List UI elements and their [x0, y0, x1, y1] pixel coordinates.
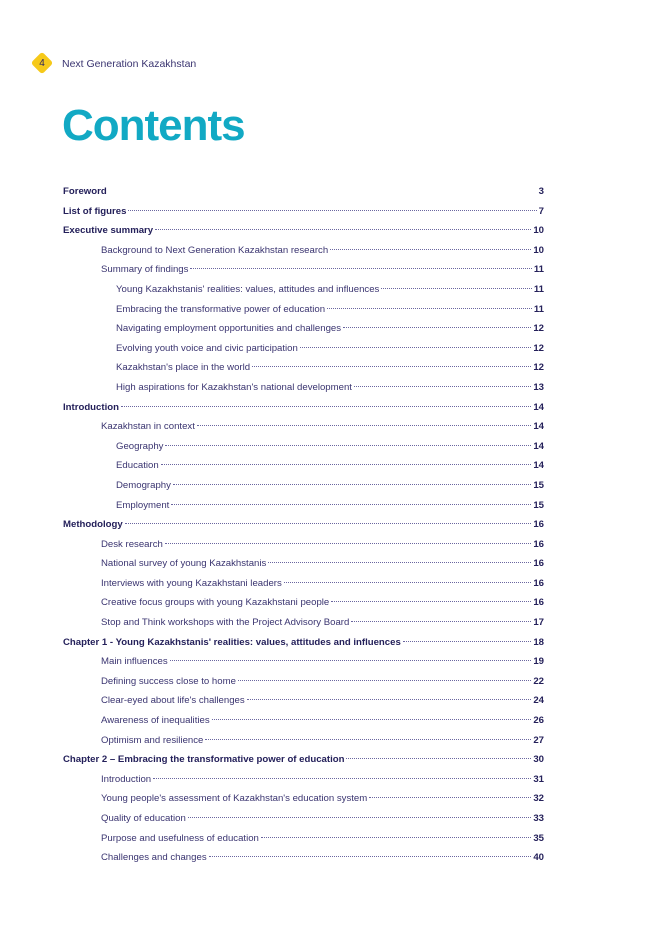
page-number: 4 — [39, 58, 45, 69]
toc-entry-page: 16 — [533, 538, 544, 550]
dot-leader — [354, 386, 531, 387]
toc-entry-page: 19 — [533, 656, 544, 668]
toc-entry[interactable] — [63, 476, 544, 496]
toc-entry[interactable] — [63, 456, 544, 476]
toc-entry-label: Kazakhstan in context — [101, 421, 195, 433]
toc-entry-label: Background to Next Generation Kazakhstan research — [101, 244, 329, 256]
toc-entry[interactable] — [63, 417, 544, 437]
toc-entry-label: Evolving youth voice and civic participation — [116, 342, 298, 354]
toc-entry[interactable] — [63, 672, 544, 692]
toc-entry-label: Young Kazakhstanis' realities: values, attitudes and influences — [116, 283, 380, 295]
toc-entry-label: Young people's assessment of Kazakhstan's education system — [101, 793, 368, 805]
dot-leader — [170, 660, 532, 661]
toc-entry-page: 16 — [533, 558, 544, 570]
toc-entry[interactable] — [63, 809, 544, 829]
dot-leader — [238, 680, 531, 681]
toc-entry[interactable] — [63, 280, 544, 300]
toc-entry-label: Defining success close to home — [101, 675, 236, 687]
dot-leader — [125, 523, 532, 524]
dot-leader — [155, 229, 531, 230]
dot-leader — [165, 543, 531, 544]
dot-leader — [343, 327, 531, 328]
toc-entry-page: 40 — [533, 852, 544, 864]
toc-entry-page: 24 — [533, 695, 544, 707]
toc-entry[interactable] — [63, 182, 544, 202]
toc-entry-page: 3 — [538, 186, 544, 197]
toc-entry-label: Main influences — [101, 656, 168, 668]
dot-leader — [121, 406, 531, 407]
dot-leader — [300, 347, 531, 348]
toc-entry-page: 11 — [533, 283, 544, 295]
toc-entry-label: Navigating employment opportunities and challenges — [116, 323, 342, 335]
dot-leader — [268, 562, 531, 563]
toc-entry[interactable] — [63, 496, 544, 516]
toc-entry-label: Quality of education — [101, 813, 186, 824]
toc-entry-page: 10 — [533, 225, 544, 237]
toc-entry-label: Desk research — [101, 538, 163, 550]
toc-entry-label: Chapter 2 – Embracing the transformative power of education — [63, 754, 345, 766]
toc-entry[interactable] — [63, 241, 544, 261]
toc-entry-page: 11 — [533, 303, 544, 315]
dot-leader — [261, 837, 531, 838]
toc-entry-page: 14 — [533, 421, 544, 433]
toc-entry[interactable] — [63, 535, 544, 555]
dot-leader — [190, 268, 531, 269]
dot-leader — [128, 210, 536, 211]
toc-entry[interactable] — [63, 300, 544, 320]
toc-entry-label: Foreword — [63, 186, 107, 197]
toc-entry-label: Summary of findings — [101, 264, 189, 276]
dot-leader — [331, 601, 531, 602]
table-of-contents — [63, 182, 544, 868]
dot-leader — [330, 249, 531, 250]
toc-entry-page: 30 — [533, 754, 544, 766]
dot-leader — [209, 856, 532, 857]
toc-entry-label: Kazakhstan's place in the world — [116, 362, 251, 374]
toc-entry-label: High aspirations for Kazakhstan's national development — [116, 381, 352, 393]
dot-leader — [247, 699, 532, 700]
dot-leader — [327, 308, 532, 309]
toc-entry-label: Awareness of inequalities — [101, 715, 210, 727]
toc-entry-page: 35 — [533, 832, 544, 844]
toc-entry-label: Geography — [116, 440, 164, 452]
toc-entry[interactable] — [63, 398, 544, 418]
toc-entry[interactable] — [63, 848, 544, 868]
toc-entry-page: 13 — [533, 381, 544, 393]
toc-entry[interactable] — [63, 378, 544, 398]
toc-entry[interactable] — [63, 319, 544, 339]
toc-entry-page: 16 — [533, 577, 544, 589]
toc-entry[interactable] — [63, 652, 544, 672]
toc-entry-page: 16 — [533, 519, 544, 531]
toc-entry[interactable] — [63, 731, 544, 751]
dot-leader — [205, 739, 531, 740]
toc-entry-label: Employment — [116, 499, 170, 511]
toc-entry[interactable] — [63, 711, 544, 731]
toc-entry[interactable] — [63, 437, 544, 457]
toc-entry-label: Introduction — [101, 773, 152, 785]
toc-entry[interactable] — [63, 358, 544, 378]
toc-entry-page: 12 — [533, 362, 544, 374]
dot-leader — [403, 641, 532, 642]
toc-entry-page: 27 — [533, 734, 544, 746]
dot-leader — [165, 445, 531, 446]
toc-entry-label: Stop and Think workshops with the Project Advisory Board — [101, 617, 350, 629]
toc-entry[interactable] — [63, 750, 544, 770]
dot-leader — [161, 464, 532, 465]
toc-entry[interactable] — [63, 339, 544, 359]
toc-entry-page: 22 — [533, 675, 544, 687]
toc-entry[interactable] — [63, 554, 544, 574]
page-header — [33, 53, 196, 75]
toc-entry-label: Clear-eyed about life's challenges — [101, 695, 245, 707]
toc-entry[interactable] — [63, 691, 544, 711]
toc-entry-page: 14 — [533, 440, 544, 452]
toc-entry[interactable] — [63, 260, 544, 280]
toc-entry-label: Introduction — [63, 401, 119, 413]
dot-leader — [188, 817, 532, 818]
toc-entry[interactable] — [63, 574, 544, 594]
dot-leader — [173, 484, 531, 485]
toc-entry[interactable] — [63, 515, 544, 535]
toc-entry-page: 17 — [533, 617, 544, 629]
toc-entry-page: 15 — [533, 479, 544, 491]
toc-entry[interactable] — [63, 829, 544, 849]
toc-entry-page: 33 — [533, 813, 544, 824]
toc-entry-label: Demography — [116, 479, 171, 491]
toc-entry-label: Chapter 1 - Young Kazakhstanis' realities: values, attitudes and influences — [63, 636, 401, 648]
toc-entry-label: National survey of young Kazakhstanis — [101, 558, 267, 570]
toc-entry-page: 14 — [533, 401, 544, 413]
toc-entry-page: 31 — [533, 773, 544, 785]
toc-entry-page: 14 — [533, 460, 544, 472]
toc-entry-label: Executive summary — [63, 225, 154, 237]
toc-entry-page: 10 — [533, 244, 544, 256]
toc-entry[interactable] — [63, 789, 544, 809]
toc-entry-page: 16 — [533, 597, 544, 609]
toc-entry-label: Embracing the transformative power of education — [116, 303, 326, 315]
toc-entry-page: 12 — [533, 323, 544, 335]
dot-leader — [153, 778, 531, 779]
toc-entry-page: 26 — [533, 715, 544, 727]
toc-entry-page: 18 — [533, 636, 544, 648]
page-title: Contents — [62, 101, 245, 150]
toc-entry-label: Challenges and changes — [101, 852, 207, 864]
toc-entry[interactable] — [63, 770, 544, 790]
toc-entry-page: 11 — [533, 264, 544, 276]
toc-entry-label: Methodology — [63, 519, 123, 531]
dot-leader — [284, 582, 532, 583]
dot-leader — [381, 288, 532, 289]
toc-entry[interactable] — [63, 613, 544, 633]
toc-entry-label: Creative focus groups with young Kazakhstani people — [101, 597, 330, 609]
dot-leader — [252, 366, 531, 367]
dot-leader — [346, 758, 531, 759]
toc-entry-label: Education — [116, 460, 159, 472]
page-number-badge — [33, 54, 53, 74]
toc-entry-page: 7 — [538, 205, 544, 217]
toc-entry[interactable] — [63, 202, 544, 222]
dot-leader — [171, 504, 531, 505]
toc-entry-label: List of figures — [63, 205, 127, 217]
toc-entry-page: 12 — [533, 342, 544, 354]
toc-entry[interactable] — [63, 633, 544, 653]
toc-entry-label: Interviews with young Kazakhstani leaders — [101, 577, 282, 589]
dot-leader — [212, 719, 532, 720]
toc-entry[interactable] — [63, 221, 544, 241]
document-title: Next Generation Kazakhstan — [62, 58, 197, 70]
dot-leader — [351, 621, 531, 622]
toc-entry-label: Optimism and resilience — [101, 734, 204, 746]
dot-leader — [197, 425, 531, 426]
toc-entry[interactable] — [63, 593, 544, 613]
toc-entry-page: 32 — [533, 793, 544, 805]
dot-leader — [369, 797, 531, 798]
toc-entry-page: 15 — [533, 499, 544, 511]
toc-entry-label: Purpose and usefulness of education — [101, 832, 259, 844]
